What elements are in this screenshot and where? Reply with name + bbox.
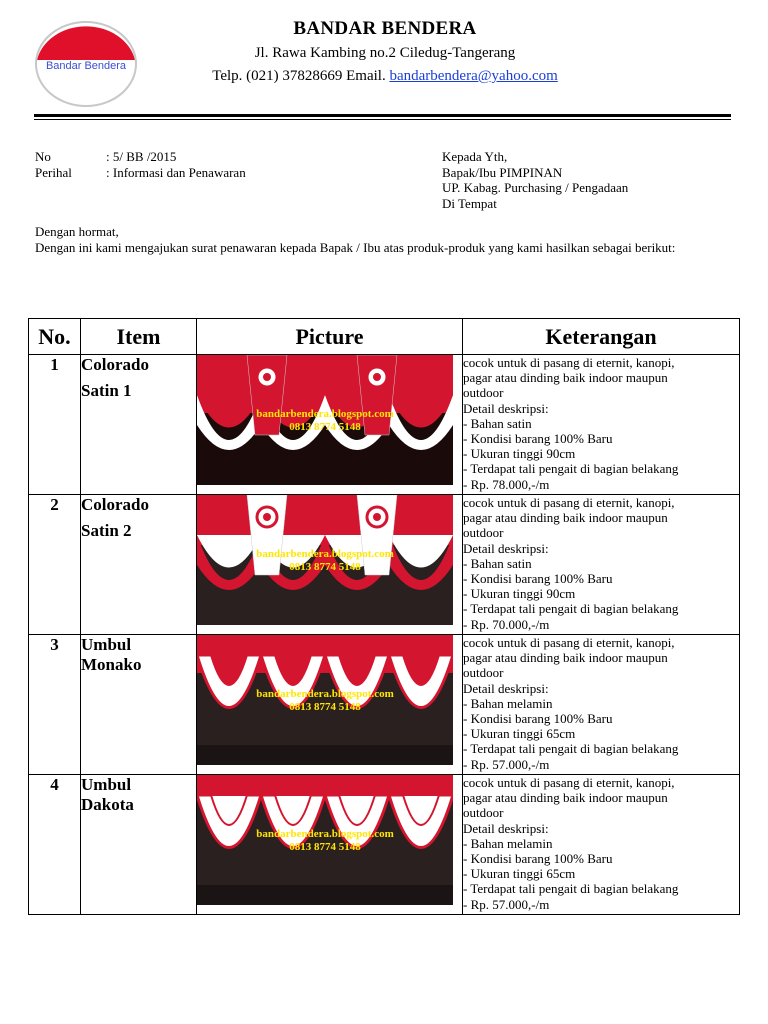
description-line: - Terdapat tali pengait di bagian belakang <box>463 461 679 477</box>
description-line: - Ukuran tinggi 65cm <box>463 866 576 882</box>
company-contact <box>140 68 630 85</box>
description-line: Detail deskripsi: <box>463 540 549 556</box>
description-line: pagar atau dinding baik indoor maupun <box>463 510 668 526</box>
item-name-line: Umbul <box>81 635 132 654</box>
product-table <box>28 318 740 915</box>
description-line: pagar atau dinding baik indoor maupun <box>463 650 668 666</box>
description-line: - Ukuran tinggi 90cm <box>463 446 576 462</box>
description-line: - Rp. 57.000,-/m <box>463 896 550 912</box>
description-line: - Bahan satin <box>463 415 532 431</box>
table-row <box>29 635 740 775</box>
table-row <box>29 495 740 635</box>
letter-meta <box>35 149 246 180</box>
row-number: 1 <box>29 355 81 495</box>
recipient-line: Di Tempat <box>442 195 497 211</box>
header-rule-thick <box>34 114 731 117</box>
description-line: - Rp. 78.000,-/m <box>463 476 550 492</box>
perihal-value: : Informasi dan Penawaran <box>106 164 246 180</box>
description-line: cocok untuk di pasang di eternit, kanopi, <box>463 635 675 650</box>
description-line: - Kondisi barang 100% Baru <box>463 571 613 587</box>
description-line: - Bahan melamin <box>463 835 553 851</box>
description-cell <box>463 495 740 635</box>
item-name <box>81 775 197 915</box>
description-line: outdoor <box>463 805 504 821</box>
recipient-line: UP. Kabag. Purchasing / Pengadaan <box>442 180 629 195</box>
item-name-line: Colorado <box>81 355 149 374</box>
picture-cell <box>197 775 463 915</box>
recipient-line: Bapak/Ibu PIMPINAN <box>442 164 563 180</box>
recipient-line: Kepada Yth, <box>442 149 508 164</box>
header-item: Item <box>81 319 197 355</box>
picture-cell <box>197 635 463 775</box>
item-name <box>81 635 197 775</box>
header-picture: Picture <box>197 319 463 355</box>
photo-watermark: bandarbendera.blogspot.com <box>256 688 394 700</box>
product-photo <box>197 355 453 485</box>
header-rule-thin <box>34 119 731 120</box>
table-row <box>29 775 740 915</box>
photo-watermark: bandarbendera.blogspot.com <box>256 548 394 560</box>
product-photo <box>197 635 453 765</box>
perihal-label: Perihal <box>35 164 72 180</box>
description-line: - Kondisi barang 100% Baru <box>463 851 613 867</box>
product-photo <box>197 775 453 905</box>
description-line: Detail deskripsi: <box>463 400 549 416</box>
recipient-block <box>442 149 628 211</box>
header-no: No. <box>29 319 81 355</box>
table-header-row <box>29 319 740 355</box>
description-line: pagar atau dinding baik indoor maupun <box>463 370 668 386</box>
logo-text: Bandar Bendera <box>45 60 127 72</box>
company-address: Jl. Rawa Kambing no.2 Ciledug-Tangerang <box>254 45 516 61</box>
photo-phone: 0813 8774 5148 <box>289 841 361 853</box>
intro-body: Dengan ini kami mengajukan surat penawaran kepada Bapak / Ibu atas produk-produk yang kami hasilkan sebagai berikut: <box>35 239 676 255</box>
greeting: Dengan hormat, <box>35 224 119 239</box>
description-line: Detail deskripsi: <box>463 820 549 836</box>
description-line: outdoor <box>463 665 504 681</box>
email-link[interactable]: bandarbendera@yahoo.com <box>389 68 558 84</box>
description-line: outdoor <box>463 525 504 541</box>
company-name: BANDAR BENDERA <box>293 18 477 39</box>
description-line: - Ukuran tinggi 90cm <box>463 586 576 602</box>
photo-watermark: bandarbendera.blogspot.com <box>256 828 394 840</box>
company-logo <box>34 20 138 108</box>
item-name-line: Monako <box>81 655 142 674</box>
photo-phone: 0813 8774 5148 <box>289 701 361 713</box>
table-row <box>29 355 740 495</box>
description-line: - Bahan satin <box>463 555 532 571</box>
no-value: : 5/ BB /2015 <box>106 149 177 164</box>
item-name-line: Satin 1 <box>81 381 132 400</box>
description-line: - Terdapat tali pengait di bagian belakang <box>463 881 679 897</box>
description-line: - Terdapat tali pengait di bagian belakang <box>463 741 679 757</box>
description-line: pagar atau dinding baik indoor maupun <box>463 790 668 806</box>
item-name-line: Dakota <box>81 795 134 814</box>
header-keterangan: Keterangan <box>463 319 740 355</box>
description-line: - Terdapat tali pengait di bagian belakang <box>463 601 679 617</box>
description-cell <box>463 775 740 915</box>
description-line: - Ukuran tinggi 65cm <box>463 726 576 742</box>
description-line: - Kondisi barang 100% Baru <box>463 431 613 447</box>
picture-cell <box>197 355 463 495</box>
description-line: Detail deskripsi: <box>463 680 549 696</box>
description-line: cocok untuk di pasang di eternit, kanopi, <box>463 495 675 510</box>
description-line: - Rp. 70.000,-/m <box>463 616 550 632</box>
photo-watermark: bandarbendera.blogspot.com <box>256 408 394 420</box>
no-label: No <box>35 149 51 164</box>
product-photo <box>197 495 453 625</box>
picture-cell <box>197 495 463 635</box>
photo-phone: 0813 8774 5148 <box>289 561 361 573</box>
description-line: outdoor <box>463 385 504 401</box>
item-name-line: Umbul <box>81 775 132 794</box>
item-name-line: Satin 2 <box>81 521 132 540</box>
row-number: 4 <box>29 775 81 915</box>
description-cell <box>463 635 740 775</box>
item-name-line: Colorado <box>81 495 149 514</box>
description-cell <box>463 355 740 495</box>
intro-paragraph <box>35 224 735 255</box>
row-number: 2 <box>29 495 81 635</box>
description-line: - Rp. 57.000,-/m <box>463 756 550 772</box>
description-line: - Kondisi barang 100% Baru <box>463 711 613 727</box>
photo-phone: 0813 8774 5148 <box>289 421 361 433</box>
description-line: - Bahan melamin <box>463 695 553 711</box>
description-line: cocok untuk di pasang di eternit, kanopi, <box>463 775 675 790</box>
item-name <box>81 355 197 495</box>
item-name <box>81 495 197 635</box>
description-line: cocok untuk di pasang di eternit, kanopi, <box>463 355 675 370</box>
contact-phone: Telp. (021) 37828669 Email. <box>212 68 390 84</box>
row-number: 3 <box>29 635 81 775</box>
